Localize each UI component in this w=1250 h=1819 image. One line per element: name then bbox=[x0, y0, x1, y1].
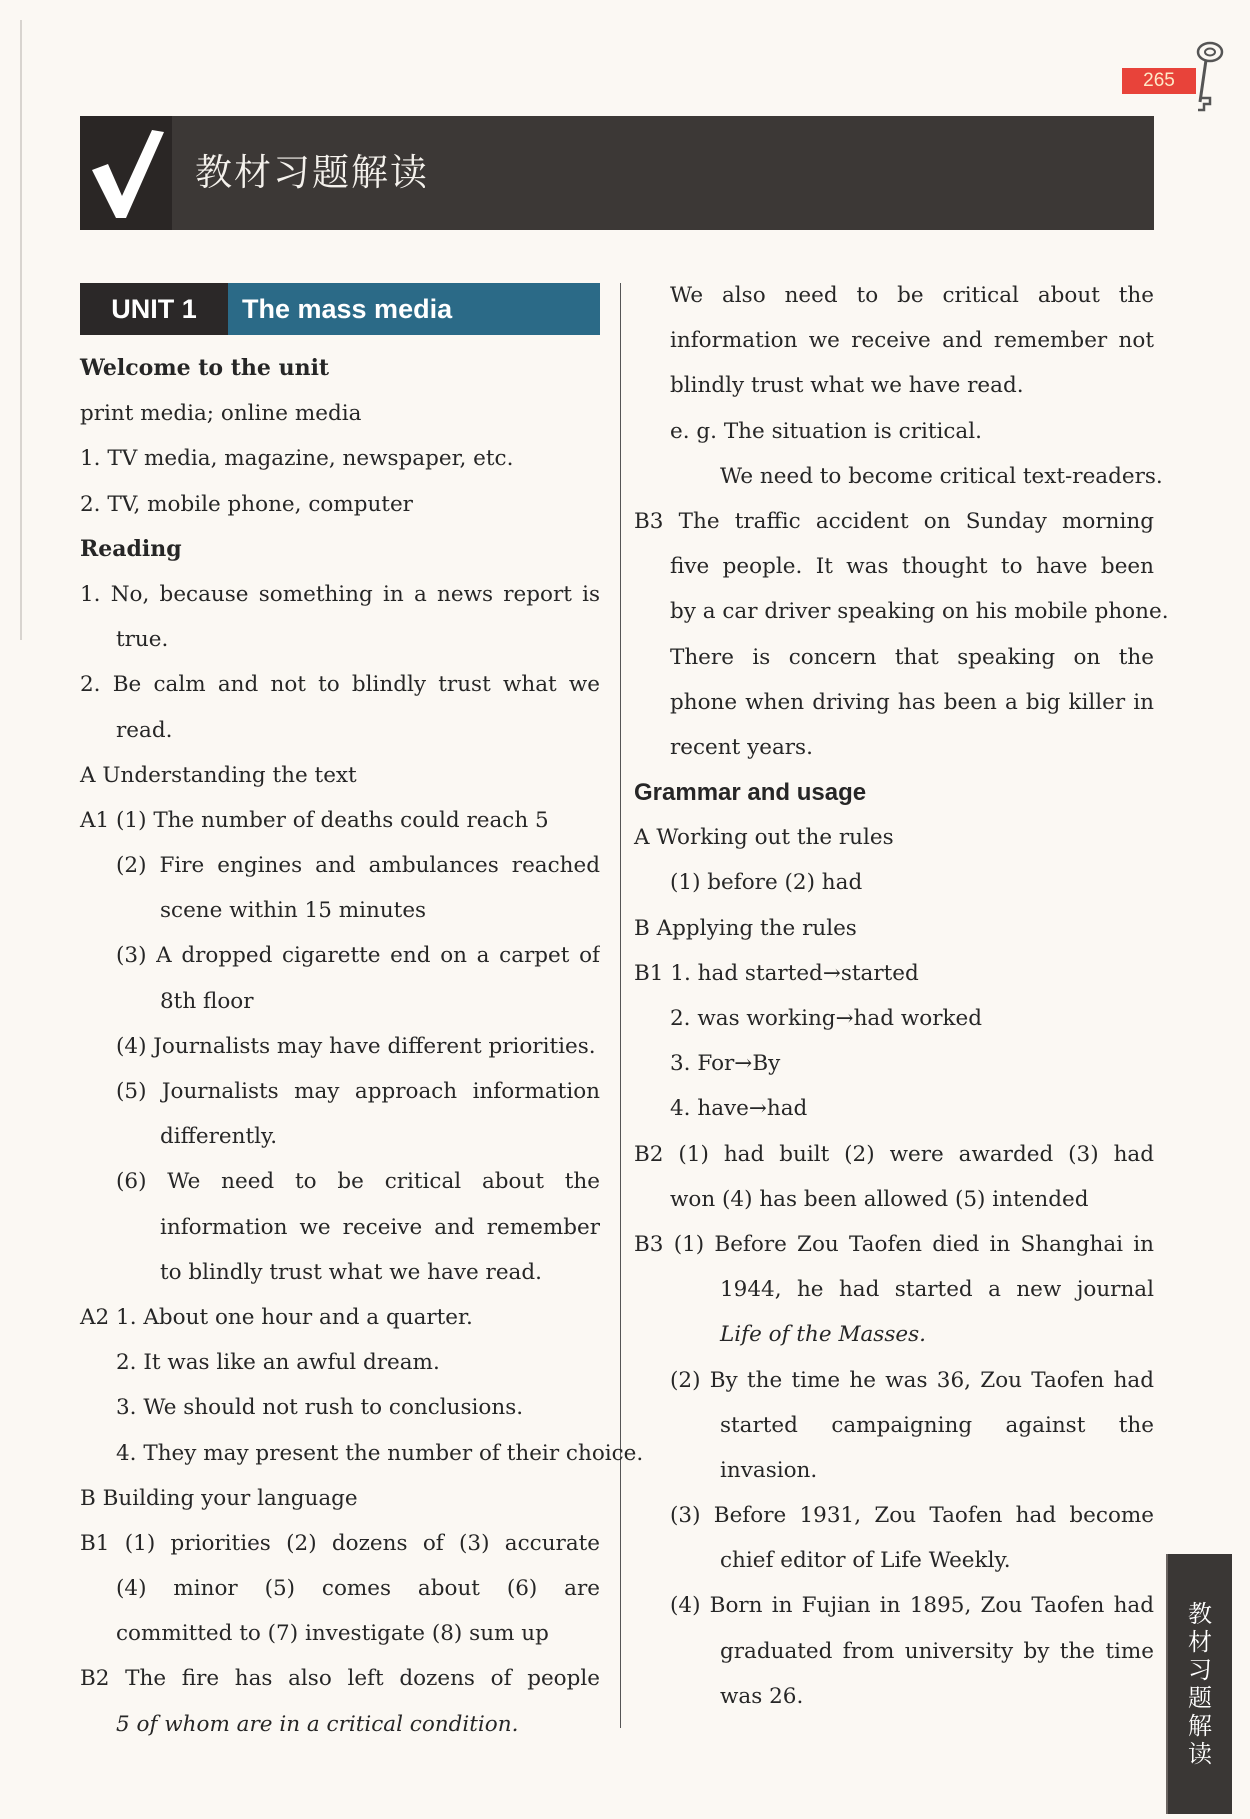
text-line: blindly trust what we have read. bbox=[670, 373, 1024, 399]
text-line: print media; online media bbox=[80, 401, 362, 427]
text-line: true. bbox=[116, 627, 169, 653]
text-line: graduated from university by the time bbox=[720, 1638, 1154, 1664]
left-column bbox=[80, 346, 644, 1747]
text-line: 4. They may present the number of their choice. bbox=[116, 1440, 644, 1466]
text-line: started campaigning against the bbox=[720, 1412, 1154, 1438]
text-line: by a car driver speaking on his mobile phone. bbox=[670, 599, 1169, 625]
text-line: (4) Journalists may have different priorities. bbox=[116, 1033, 596, 1059]
text-line: was 26. bbox=[720, 1683, 804, 1709]
right-column bbox=[634, 273, 1169, 1719]
text-line: B Applying the rules bbox=[634, 915, 857, 941]
text-line: 2. was working→had worked bbox=[670, 1006, 982, 1031]
text-line: 3. For→By bbox=[670, 1051, 781, 1077]
unit-title: The mass media bbox=[228, 283, 600, 335]
text-line: A2 1. About one hour and a quarter. bbox=[80, 1304, 473, 1330]
text-line: B1 1. had started→started bbox=[634, 960, 919, 986]
key-icon bbox=[1186, 40, 1230, 118]
section-heading: Reading bbox=[80, 535, 182, 562]
text-line: e. g. The situation is critical. bbox=[670, 418, 982, 444]
column-divider bbox=[620, 283, 621, 1728]
text-line: committed to (7) investigate (8) sum up bbox=[116, 1621, 549, 1647]
text-line: 1. No, because something in a news report is bbox=[80, 581, 600, 607]
text-line: B3 (1) Before Zou Taofen died in Shanghai in bbox=[634, 1231, 1154, 1257]
text-line: B3 The traffic accident on Sunday morning bbox=[634, 508, 1154, 534]
text-line: 1944, he had started a new journal bbox=[720, 1277, 1154, 1303]
text-line: A Working out the rules bbox=[634, 825, 894, 851]
text-line: (3) Before 1931, Zou Taofen had become bbox=[670, 1503, 1154, 1529]
unit-label: UNIT 1 bbox=[80, 283, 228, 335]
text-line: B2 The fire has also left dozens of people bbox=[80, 1666, 600, 1692]
text-line: A Understanding the text bbox=[80, 762, 357, 788]
text-line: (1) before (2) had bbox=[670, 870, 863, 896]
section-heading: Grammar and usage bbox=[634, 779, 867, 807]
text-line: (3) A dropped cigarette end on a carpet of bbox=[116, 943, 600, 969]
text-line: We also need to be critical about the bbox=[670, 283, 1154, 308]
text-line: (6) We need to be critical about the bbox=[116, 1169, 600, 1195]
text-line: (4) Born in Fujian in 1895, Zou Taofen had bbox=[670, 1593, 1154, 1619]
side-tab-char: 解 bbox=[1188, 1712, 1212, 1740]
text-line: Life of the Masses. bbox=[720, 1322, 926, 1348]
text-line: differently. bbox=[160, 1124, 278, 1150]
text-line: 4. have→had bbox=[670, 1096, 808, 1122]
text-line: 3. We should not rush to conclusions. bbox=[116, 1395, 524, 1421]
text-line: (4) minor (5) comes about (6) are bbox=[116, 1576, 600, 1602]
section-heading: Welcome to the unit bbox=[80, 355, 330, 381]
text-line: phone when driving has been a big killer in bbox=[670, 689, 1154, 715]
side-tab-char: 题 bbox=[1188, 1684, 1212, 1712]
text-line: B2 (1) had built (2) were awarded (3) had bbox=[634, 1141, 1154, 1167]
side-tab-char: 读 bbox=[1188, 1740, 1212, 1768]
text-line: chief editor of Life Weekly. bbox=[720, 1548, 1011, 1574]
side-tab-char: 教 bbox=[1188, 1600, 1212, 1628]
text-line: B Building your language bbox=[80, 1485, 358, 1511]
text-line: 5 of whom are in a critical condition. bbox=[116, 1711, 519, 1737]
text-line: There is concern that speaking on the bbox=[670, 644, 1154, 670]
text-line: 2. TV, mobile phone, computer bbox=[80, 491, 413, 517]
side-tab bbox=[1166, 1554, 1232, 1814]
banner-title: 教材习题解读 bbox=[195, 151, 429, 194]
text-line: scene within 15 minutes bbox=[160, 898, 427, 924]
text-line: 1. TV media, magazine, newspaper, etc. bbox=[80, 446, 514, 472]
text-line: information we receive and remember bbox=[160, 1214, 600, 1240]
text-line: (2) Fire engines and ambulances reached bbox=[116, 853, 600, 879]
text-line: (5) Journalists may approach information bbox=[116, 1079, 600, 1104]
text-line: A1 (1) The number of deaths could reach 5 bbox=[80, 807, 549, 833]
text-line: recent years. bbox=[670, 734, 813, 760]
text-line: We need to become critical text-readers. bbox=[720, 463, 1163, 489]
text-line: won (4) has been allowed (5) intended bbox=[670, 1186, 1089, 1212]
text-line: information we receive and remember not bbox=[670, 328, 1154, 354]
text-line: read. bbox=[116, 717, 173, 743]
text-line: to blindly trust what we have read. bbox=[160, 1259, 542, 1285]
text-line: five people. It was thought to have been bbox=[670, 554, 1154, 580]
text-line: B1 (1) priorities (2) dozens of (3) accurate bbox=[80, 1530, 600, 1556]
text-line: 2. It was like an awful dream. bbox=[116, 1350, 440, 1376]
text-line: (2) By the time he was 36, Zou Taofen had bbox=[670, 1367, 1154, 1393]
page-number: 265 bbox=[1122, 68, 1196, 94]
text-line: invasion. bbox=[720, 1457, 818, 1483]
text-line: 8th floor bbox=[160, 988, 254, 1014]
checkmark-icon bbox=[80, 116, 172, 230]
page-edge-shadow bbox=[20, 20, 22, 640]
unit-heading bbox=[80, 283, 600, 335]
side-tab-char: 材 bbox=[1188, 1628, 1212, 1656]
section-banner bbox=[80, 116, 1154, 230]
text-line: 2. Be calm and not to blindly trust what we bbox=[80, 672, 600, 698]
side-tab-char: 习 bbox=[1188, 1656, 1212, 1684]
